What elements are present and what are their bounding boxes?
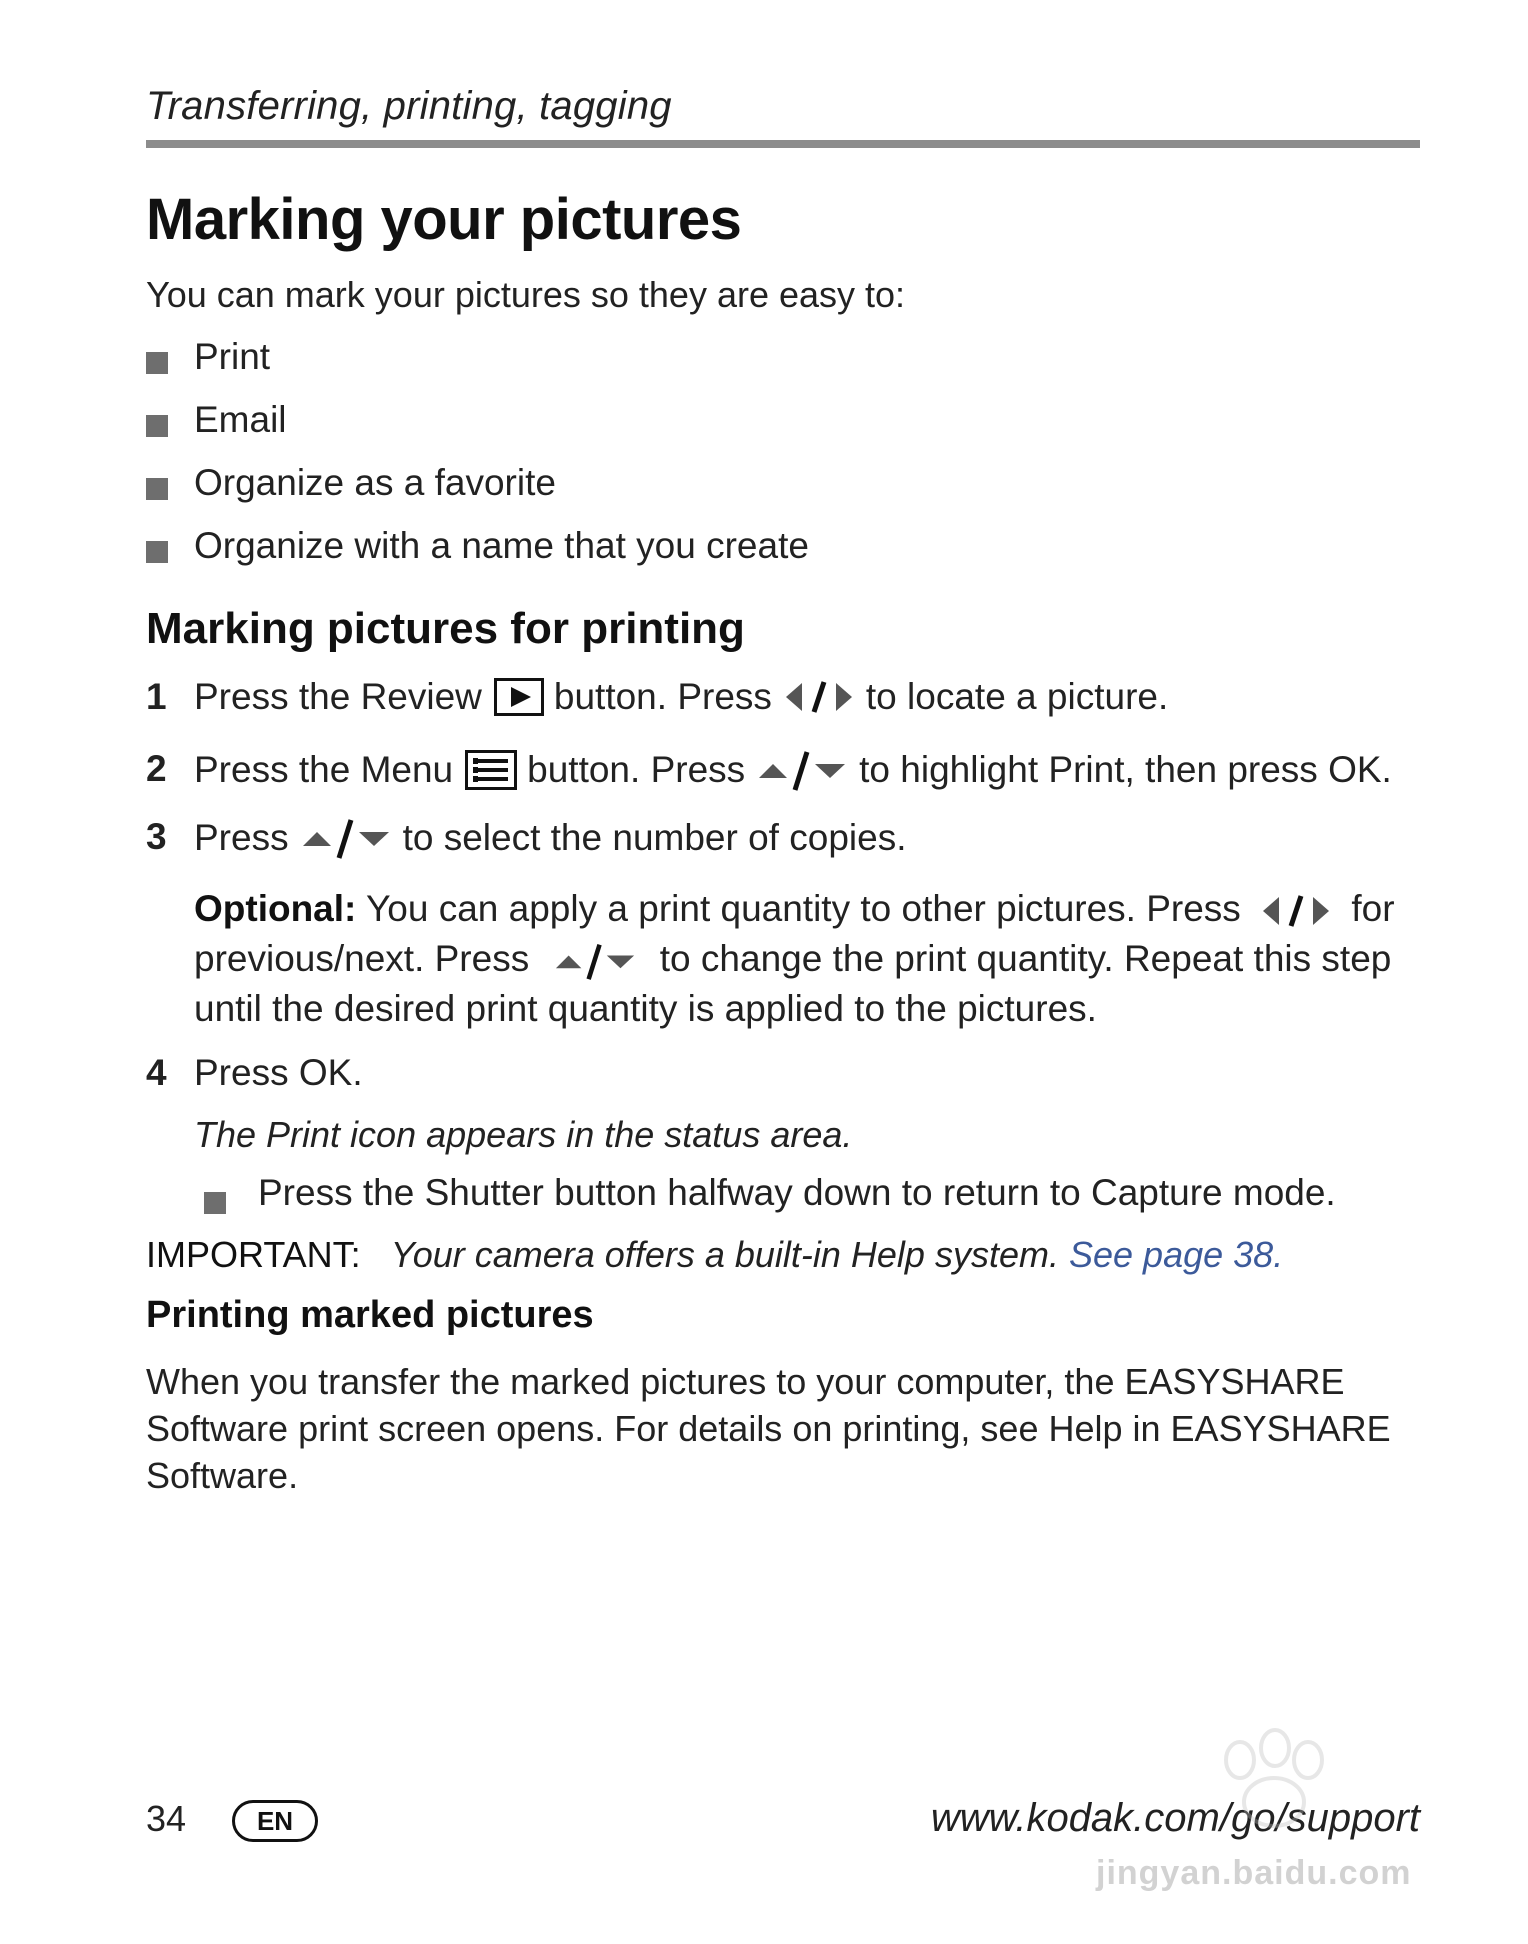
step-text: Press: [194, 817, 289, 858]
optional-text: for previous/next. Press: [194, 888, 1395, 979]
step-text: Press OK.: [194, 1052, 363, 1093]
section-heading: Marking pictures for printing: [146, 604, 745, 653]
sub-heading: Printing marked pictures: [146, 1294, 594, 1336]
step-number: 2: [146, 748, 167, 789]
up-down-arrows-icon: [550, 941, 640, 981]
page-number: 34: [146, 1798, 187, 1839]
important-note: [146, 1234, 1283, 1276]
intro-text: You can mark your pictures so they are easy to:: [146, 274, 906, 315]
optional-text: to change the print quantity. Repeat this step until the desired print quantity is applied to the pictures.: [194, 938, 1392, 1029]
step-text: to highlight Print, then press OK.: [859, 749, 1392, 790]
step-text: button. Press: [553, 676, 772, 717]
step-number: 1: [146, 676, 167, 717]
header-rule: [146, 140, 1420, 148]
square-bullet-icon: [204, 1192, 226, 1214]
step-text: to locate a picture.: [865, 676, 1169, 717]
page-title: Marking your pictures: [146, 187, 742, 252]
square-bullet-icon: [146, 352, 168, 374]
optional-text: You can apply a print quantity to other pictures. Press: [366, 888, 1241, 929]
see-page-link[interactable]: See page 38.: [1069, 1234, 1284, 1275]
manual-page: Transferring, printing, tagging Marking your pictures You can mark your pictures so they are easy to: Print Email Organize as a favorite Organize with a name that you create Marking pictures for printing 1 Press the Review button. Press to locate a picture. 2 Press the Menu button. Press to highlight Print, then press OK. 3 Press to select the number of copies. Optional: You can apply a print quantity to other pictures. Press for previous/next. Press to change the print quantity. Repeat this step until the desired print quantity is applied to the pictures. 4 Press OK. The Print icon appears in the status area. Press the Shutter button halfway down to return to Capture mode. IMPORTANT: Your camera offers a built-in Help system. See page 38. Printing marked pictures When you transfer the marked pictures to your computer, the EASYSHARE Software print screen opens. For details on printing, see Help in EASYSHARE Software. 34 EN www.kodak.com/go/support jingyan.baidu.com: [0, 0, 1528, 1944]
step-text: button. Press: [527, 749, 746, 790]
step-number: 4: [146, 1052, 167, 1093]
up-down-arrows-icon: [757, 748, 847, 792]
running-head: Transferring, printing, tagging: [146, 84, 672, 128]
important-text: Your camera offers a built-in Help system.: [390, 1234, 1059, 1275]
body-paragraph: When you transfer the marked pictures to your computer, the EASYSHARE Software print screen opens. For details on printing, see Help in EASYSHARE Software.: [146, 1361, 1391, 1496]
left-right-arrows-icon: [784, 679, 854, 715]
left-right-arrows-icon: [1261, 893, 1331, 929]
optional-note: [194, 884, 1430, 1034]
language-badge: EN: [232, 1800, 318, 1842]
step-text: Press the Review: [194, 676, 482, 717]
important-label: IMPORTANT:: [146, 1234, 361, 1275]
step-text: Press the Menu: [194, 749, 454, 790]
result-text: The Print icon appears in the status area.: [194, 1114, 853, 1155]
support-url[interactable]: www.kodak.com/go/support: [930, 1796, 1420, 1840]
optional-label: Optional:: [194, 888, 357, 929]
step-text: to select the number of copies.: [402, 817, 907, 858]
square-bullet-icon: [146, 541, 168, 563]
review-button-icon: [494, 678, 544, 716]
square-bullet-icon: [146, 478, 168, 500]
square-bullet-icon: [146, 415, 168, 437]
menu-button-icon: [465, 750, 517, 790]
step-number: 3: [146, 816, 167, 857]
up-down-arrows-icon: [301, 816, 391, 860]
watermark-domain: jingyan.baidu.com: [1096, 1854, 1412, 1892]
